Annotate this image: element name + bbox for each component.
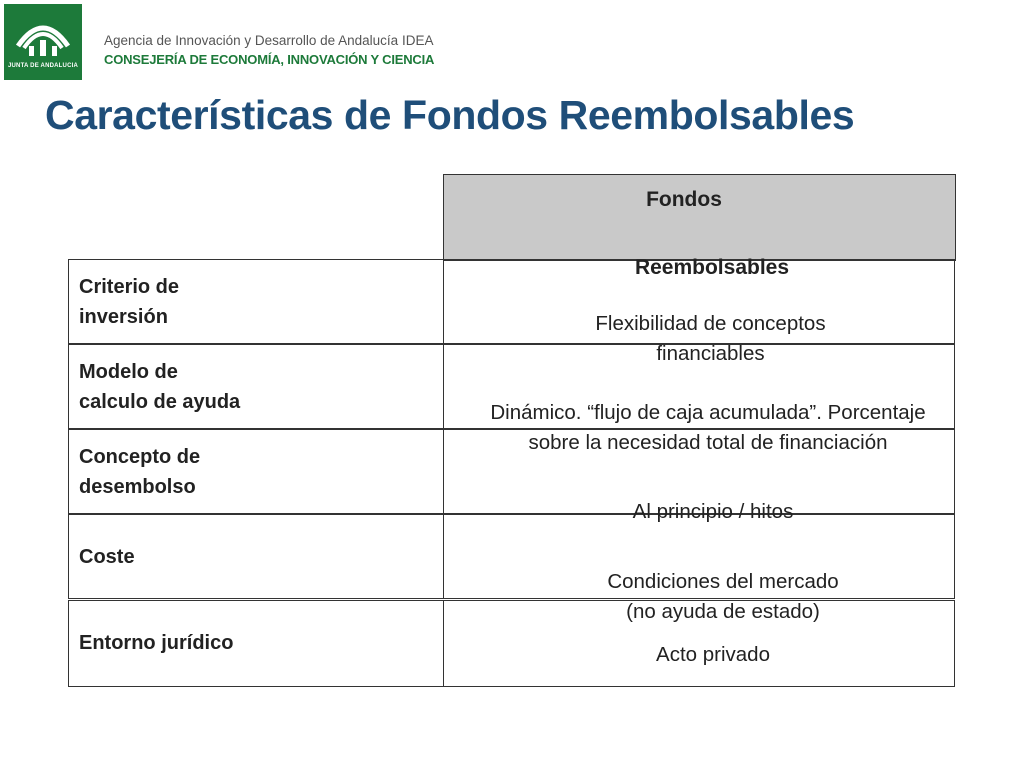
value-concepto [443,497,983,527]
row-label-criterio [79,272,409,332]
row-label-line1: Criterio de [79,276,180,298]
junta-emblem-icon [4,4,82,64]
row-label-line1: Modelo de [79,361,178,383]
row-label-line2: desembolso [79,476,196,498]
value-line1: Al principio / hitos [632,500,794,523]
agency-name: Agencia de Innovación y Desarrollo de Andalucía IDEA [104,33,434,48]
value-line1: Dinámico. “flujo de caja acumulada”. Porcentaje [490,401,926,424]
value-line2: (no ayuda de estado) [626,600,820,623]
column-header-line1: Fondos [646,188,722,211]
value-line1: Flexibilidad de conceptos [595,312,826,335]
row-label-line2: inversión [79,306,168,328]
row-label-line2: calculo de ayuda [79,391,241,413]
value-line1: Acto privado [656,643,770,666]
consejeria-name: CONSEJERÍA DE ECONOMÍA, INNOVACIÓN Y CIENCIA [104,52,435,67]
value-coste [443,567,1003,627]
row-label-line1: Concepto de [79,446,201,468]
value-line2: sobre la necesidad total de financiación [528,431,888,454]
row-label-coste: Coste [79,546,135,568]
column-header-line2: Reembolsables [634,256,790,279]
logo-caption: JUNTA DE ANDALUCIA [7,63,79,69]
page-title: Características de Fondos Reembolsables [45,92,855,138]
value-criterio [443,309,978,369]
junta-logo [4,4,82,80]
row-label-modelo [79,357,409,417]
row-label-concepto [79,442,409,502]
value-line2: financiables [656,342,765,365]
value-entorno [443,640,983,670]
value-modelo [443,398,973,458]
value-line1: Condiciones del mercado [607,570,839,593]
row-label-entorno: Entorno jurídico [79,632,234,654]
